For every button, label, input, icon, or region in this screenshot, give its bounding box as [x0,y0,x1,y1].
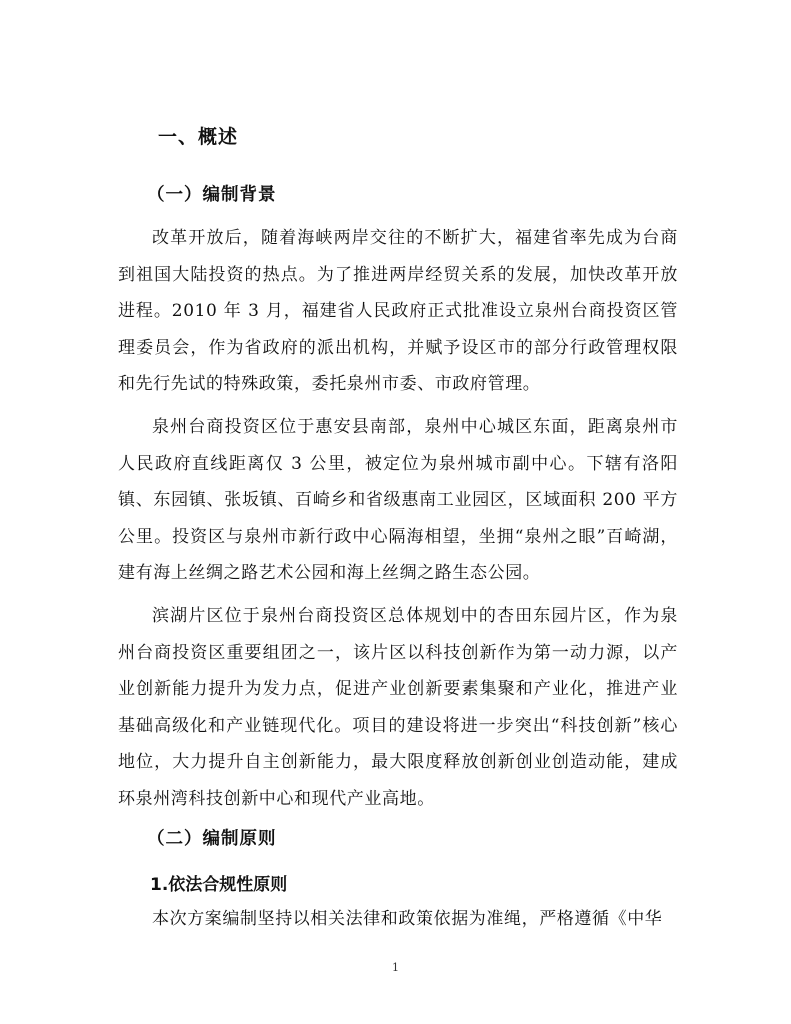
paragraph-legal-compliance: 本次方案编制坚持以相关法律和政策依据为准绳，严格遵循《中华 [152,909,663,929]
paragraph-lakeside-area: 滨湖片区位于泉州台商投资区总体规划中的杏田东园片区，作为泉州台商投资区重要组团之一，该片区以科技创新作为第一动力源，以产业创新能力提升为发力点，促进产业创新要素集聚和产业化，推进产业基础高级化和产业链现代化。项目的建设将进一步突出“科技创新”核心地位，大力提升自主创新能力，最大限度释放创新创业创造动能，建成环泉州湾科技创新中心和现代产业高地。 [118,606,678,809]
paragraph-investment-zone: 泉州台商投资区位于惠安县南部，泉州中心城区东面，距离泉州市人民政府直线距离仅 3 公里，被定位为泉州城市副中心。下辖有洛阳镇、东园镇、张坂镇、百崎乡和省级惠南工业园区，区域面积 200 平方公里。投资区与泉州市新行政中心隔海相望，坐拥“泉州之眼”百崎湖，建有海上丝绸之路艺术公园和海上丝绸之路生态公园。 [118,417,678,584]
paragraph-reform-background: 改革开放后，随着海峡两岸交往的不断扩大，福建省率先成为台商到祖国大陆投资的热点。为了推进两岸经贸关系的发展，加快改革开放进程。2010 年 3 月，福建省人民政府正式批准设立泉州台商投资区管理委员会，作为省政府的派出机构，并赋予设区市的部分行政管理权限和先行先试的特殊政策，委托泉州市委、市政府管理。 [118,228,678,395]
page-number: 1 [392,961,399,974]
subsection-heading-legal-compliance: 1.依法合规性原则 [150,875,288,895]
chapter-heading: 一、概述 [158,126,239,148]
section-heading-principles: （二）编制原则 [147,829,277,849]
section-heading-background: （一）编制背景 [147,185,277,205]
